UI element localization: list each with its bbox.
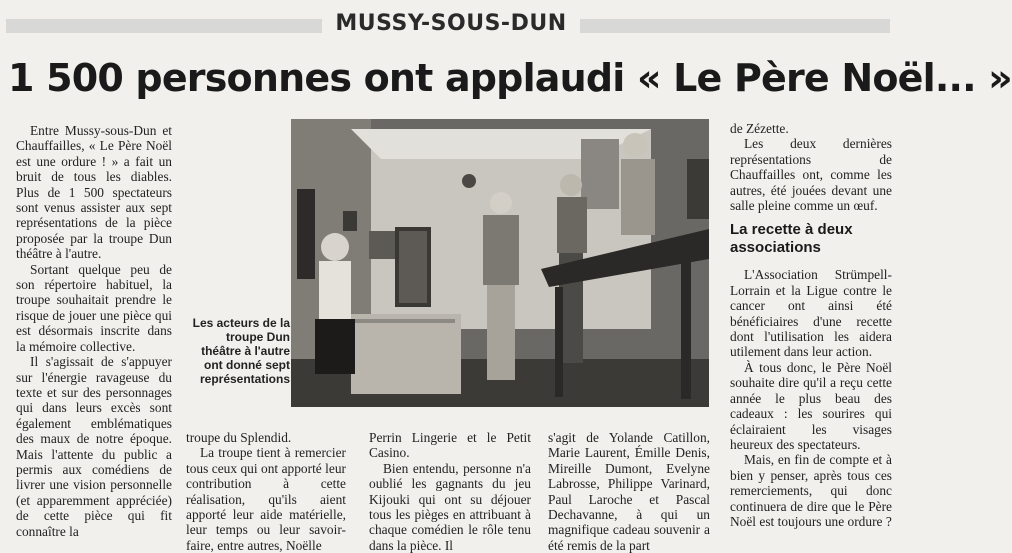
headline: 1 500 personnes ont applaudi « Le Père Noël... »: [8, 56, 1012, 100]
section-label: MUSSY-SOUS-DUN: [322, 9, 580, 39]
subheading: La recette à deux associations: [730, 221, 853, 257]
article-column-5: [730, 121, 892, 529]
paragraph: L'Association Strümpell-Lorrain et la Ligue contre le cancer ont ainsi été bénéficiaires d'une recette dont l'utilisation les aidera utilement dans leur action.: [730, 267, 892, 360]
paragraph: s'agit de Yolande Catillon, Marie Laurent, Émille Denis, Mireille Dumont, Evelyne Labrosse, Philippe Varinard, Paul Laroche et Pascal Dechavanne, à qui un magnifique cadeau souvenir a été remis de la part: [548, 430, 710, 553]
photo-caption: Les acteurs de la troupe Dun théâtre à l'autre ont donné sept représentations: [192, 316, 290, 386]
paragraph: Il s'agissait de s'appuyer sur l'énergie ravageuse du texte et sur des personnages qui dans leurs excès sont également emblématiques des maux de notre époque. Mais l'attente du public a permis aux comédiens de livrer une vision personnelle (et apparemment appréciée) de cette pièce qui fit connaître la: [16, 354, 172, 539]
article-column-4: [548, 430, 710, 553]
paragraph: Sortant quelque peu de son répertoire habituel, la troupe souhaitait prendre le risque de jouer une pièce qui est désormais inscrite dans la mémoire collective.: [16, 261, 172, 354]
paragraph: Bien entendu, personne n'a oublié les gagnants du jeu Kijouki qui ont su déjouer tous les pièges en attribuant à chaque comédien le rôle tenu dans la pièce. Il: [369, 460, 531, 553]
paragraph: À tous donc, le Père Noël souhaite dire qu'il a reçu cette année le plus beau des cadeaux : les sourires qui éclairaient les visages heureux des spectateurs.: [730, 359, 892, 452]
paragraph: Entre Mussy-sous-Dun et Chauffailles, « Le Père Noël est une ordure ! » a fait un bruit de tous les diables. Plus de 1 500 spectateurs sont venus assister aux sept représentations de la pièce proposée par la troupe Dun théâtre à l'autre.: [16, 123, 172, 262]
stage-photo: [291, 119, 709, 407]
stage-photo-illustration: [291, 119, 709, 407]
paragraph: Les deux dernières représentations de Chauffailles ont, comme les autres, été jouées devant une salle pleine comme un œuf.: [730, 136, 892, 214]
paragraph: troupe du Splendid.: [186, 430, 292, 445]
article-column-3: [369, 430, 531, 553]
article-column-1: [16, 123, 172, 539]
paragraph: de Zézette.: [730, 121, 789, 136]
article-column-2: [186, 430, 346, 553]
paragraph: Mais, en fin de compte et à bien y penser, après tous ces remerciements, qui donc continuera de dire que le Père Noël est toujours une ordure ?: [730, 452, 892, 529]
paragraph: Perrin Lingerie et le Petit Casino.: [369, 430, 531, 461]
paragraph: La troupe tient à remercier tous ceux qui ont apporté leur contribution à cette réalisation, qu'ils aient apporté leur aide matérielle, leur temps ou leur savoir-faire, entre autres, Noëlle: [186, 445, 346, 553]
